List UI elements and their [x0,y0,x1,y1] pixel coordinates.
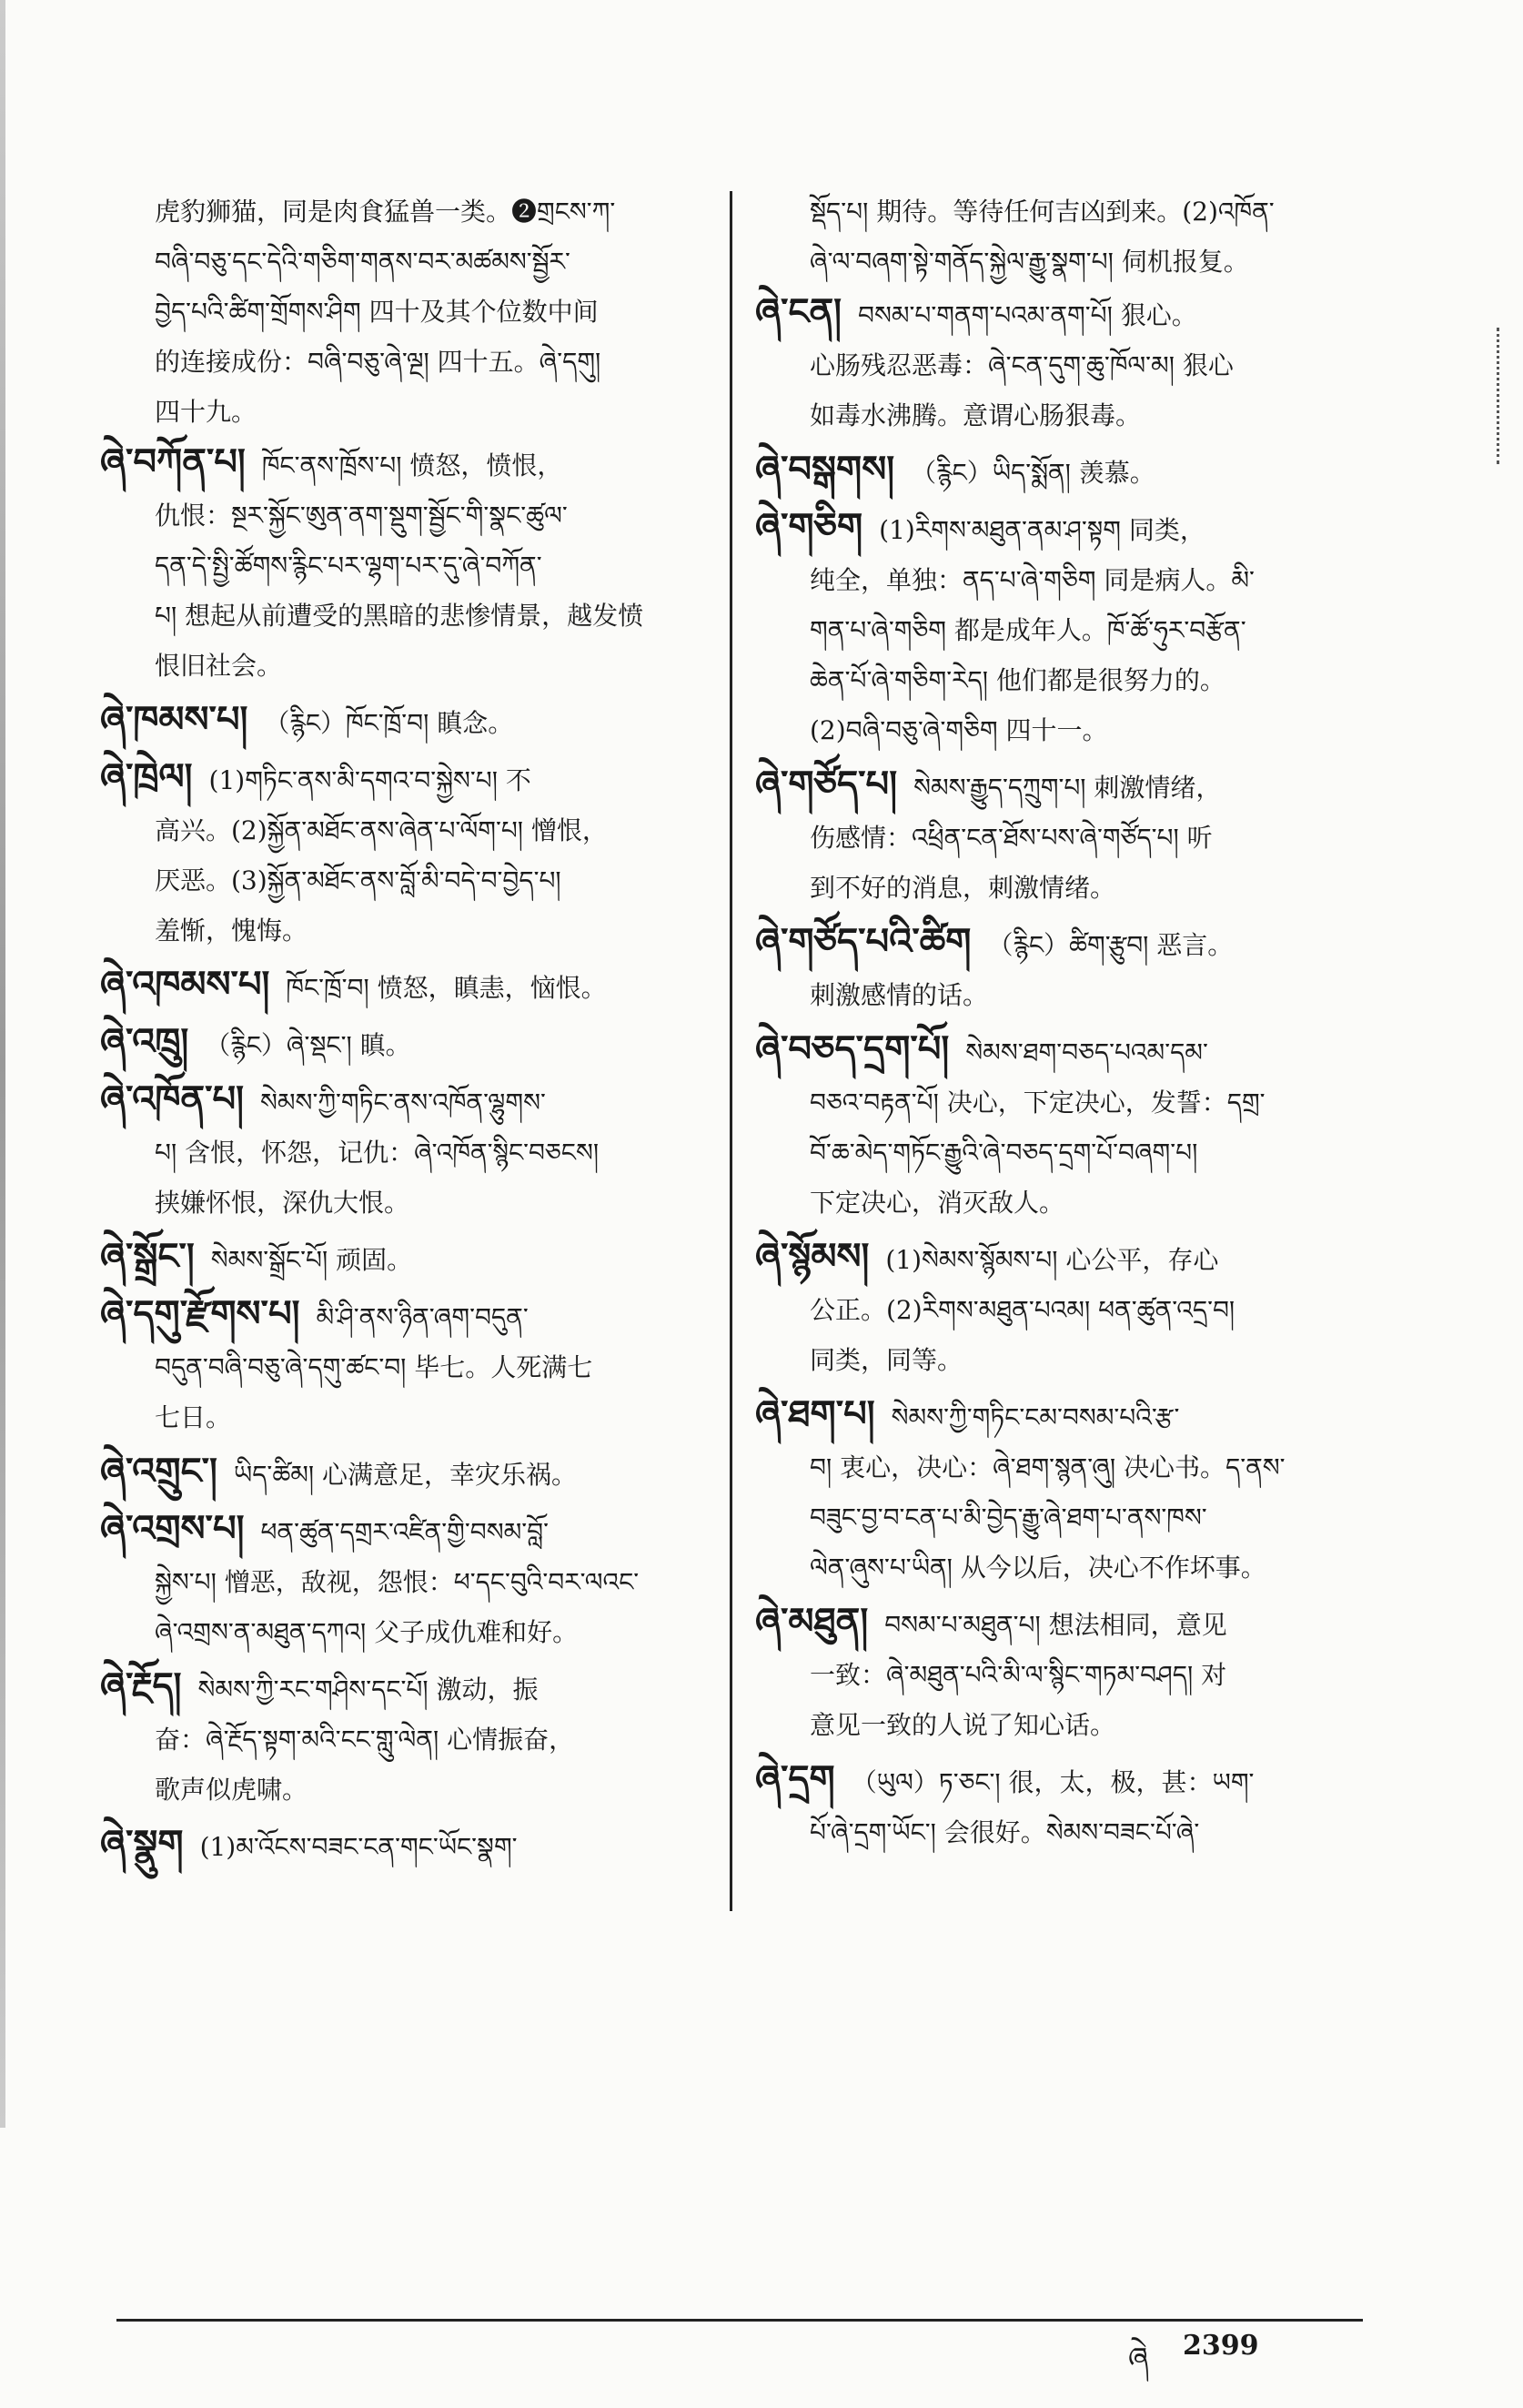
entry-definition: 七日。 [155,1402,232,1432]
dictionary-entry [100,959,691,1013]
dictionary-entry [755,916,1346,1020]
entry-definition: 如毒水沸腾。意谓心肠狠毒。 [810,400,1142,430]
entry-definition: པོ་ཞེ་དྲག་ཡོང་། 会很好。སེམས་བཟང་པོ་ཞེ་ [810,1817,1200,1847]
entry-definition: (1)གཏིང་ནས་མི་དགའ་བ་སྐྱེས་པ། 不 [208,765,531,795]
entry-definition: སེམས་རྒྱུད་དཀྲུག་པ། 刺激情绪， [913,773,1222,803]
entry-definition: གན་པ་ཞེ་གཅིག 都是成年人。ཁོ་ཚོ་ཧུར་བརྩོན་ [810,615,1246,645]
entry-definition: ཕན་ཚུན་དགྲར་འཛིན་གྱི་བསམ་བློ་ [260,1517,549,1547]
entry-definition: བོ་ཆ་མེད་གཏོང་རྒྱུའི་ཞེ་བཅད་དྲག་པོ་བཞག་པ། [810,1138,1198,1168]
entry-headword: ཞེ་འགྲུང་། [100,1450,217,1492]
column-divider [730,191,732,1911]
entry-definition: (1)རིགས་མཐུན་ནམ་ཤ་སྟག 同类， [879,515,1205,545]
entry-definition: 仇恨：སྔར་སྐྱོང་ཨུན་ནག་སྡུག་སྦྱོང་གི་སྣང་ཚུལ་ [155,501,568,531]
entry-definition: པ། 含恨，怀怨，记仇：ཞེ་འཁོན་སྙིང་བཅངས། [155,1138,600,1168]
entry-definition: ལེན་ཞུས་པ་ཡིན། 从今以后，决心不作坏事。 [810,1553,1266,1583]
entry-definition: （རྙིང）ཡིད་སྨོན། 羡慕。 [911,458,1155,488]
dictionary-entry [100,1289,691,1442]
entry-definition: པ། 想起从前遭受的黑暗的悲惨情景，越发愤 [155,601,644,631]
entry-headword: ཞེ་བསྒགས། [755,448,895,491]
dictionary-entry [755,1024,1346,1228]
entry-definition: (2)བཞི་བཅུ་ཞེ་གཅིག 四十一。 [810,715,1108,745]
entry-headword: ཞེ་འཁྲུ། [100,1020,189,1063]
dictionary-entry [755,1596,1346,1750]
entry-definition: 歌声似虎啸。 [155,1775,308,1805]
entry-definition: （རྙིང）ཚིག་རྩུབ། 恶言。 [987,930,1234,960]
intro-line: བཞི་བཅུ་དང་དེའི་གཅིག་གནས་བར་མཚམས་སྦྱོར་ [155,247,570,277]
entry-headword: ཞེ་རྔོད། [100,1664,182,1707]
entry-definition: 纯全，单独：ནད་པ་ཞེ་གཅིག 同是病人。མི་ [810,565,1255,595]
entry-definition: (1)སེམས་སྙོམས་པ། 心公平，存心 [885,1245,1219,1275]
entry-definition: 同类，同等。 [810,1345,963,1375]
entry-definition: སྐྱེས་པ། 憎恶，敌视，怨恨：ཕ་དང་བུའི་བར་ལའང་ [155,1567,640,1597]
entry-definition: 羞惭，愧悔。 [155,916,308,946]
entry-definition: 挟嫌怀恨，深仇大恨。 [155,1188,410,1218]
footer-section-letter: ཞེ [1128,2341,1149,2375]
dictionary-entry [100,1661,691,1815]
dictionary-entry [755,501,1346,755]
intro-line: བྱེད་པའི་ཚིག་གྲོགས་ཤིག 四十及其个位数中间 [155,297,599,327]
entry-definition: 意见一致的人说了知心话。 [810,1710,1116,1740]
entry-headword: ཞེ་འཁོན་པ། [100,1078,244,1120]
entry-headword: ཞེ་གཅིག [755,505,863,548]
dictionary-entry [755,1231,1346,1385]
dictionary-entry [755,759,1346,913]
entry-definition: དན་དེ་སྤྱི་ཚོགས་རྙིང་པར་ལྷག་པར་དུ་ཞེ་བཀོན་ [155,551,542,581]
scan-edge [0,0,5,2128]
entry-definition: 奋：ཞེ་རྔོད་སྟག་མའི་ངང་གླུ་ལེན། 心情振奋， [155,1725,575,1755]
entry-definition: སེམས་ཀྱི་གཏིང་ངམ་བསམ་པའི་རྩ་ [891,1402,1180,1432]
dictionary-entry [755,1754,1346,1857]
entry-definition: བསམ་པ་གནག་པའམ་ནག་པོ། 狠心。 [858,300,1197,330]
intro-line: 的连接成份：བཞི་བཅུ་ཞེ་ལྔ། 四十五。ཞེ་དགུ། [155,347,601,377]
entry-definition: སེམས་ཀྱི་གཏིང་ནས་འཁོན་ལྷུགས་ [260,1088,546,1118]
entry-headword: ཞེ་བཅད་དྲག་པོ། [755,1027,950,1070]
entry-headword: ཞེ་སྣུག [100,1822,184,1865]
entry-definition: སེམས་སྒྲོང་པོ། 顽固。 [210,1245,413,1275]
entry-definition: སེམས་ཐག་བཅད་པའམ་དམ་ [965,1037,1208,1067]
entry-definition: བཅའ་བརྟན་པོ། 决心，下定决心，发誓：དགྲ་ [810,1088,1266,1118]
left-column [100,187,691,1876]
entry-definition: 下定决心，消灭敌人。 [810,1188,1065,1218]
entry-definition: 伤感情：འཕྲིན་ངན་ཐོས་པས་ཞེ་གཙོད་པ། 听 [810,823,1213,853]
entry-headword: ཞེ་གཙོད་པའི་ཚིག [755,920,972,963]
entry-definition: ཡིད་ཚིམ། 心满意足，幸灾乐祸。 [233,1460,578,1490]
entry-definition: ཞེ་འགྲས་ན་མཐུན་དཀའ། 父子成仇难和好。 [155,1617,579,1647]
entry-headword: ཞེ་ཁམས་པ། [100,698,248,741]
dictionary-entry [100,1446,691,1500]
entry-headword: ཞེ་ཁྲེལ། [100,755,193,798]
intro-line: སྡོད་པ། 期待。等待任何吉凶到来。(2)འཁོན་ [810,197,1275,227]
entry-definition: བདུན་བཞི་བཅུ་ཞེ་དགུ་ཚང་བ། 毕七。人死满七 [155,1352,593,1382]
entry-headword: ཞེ་སྒྲོང་། [100,1235,195,1278]
dictionary-entry [755,1389,1346,1593]
page-number: 2399 [1183,2330,1259,2362]
entry-definition: མི་ཤི་ནས་ཉིན་ཞག་བདུན་ [316,1302,529,1332]
footer-rule [116,2319,1363,2322]
entry-definition: བཟུང་བྱ་བ་ངན་པ་མི་བྱེད་རྒྱུ་ཞེ་ཐག་པ་ནས་ཁས་ [810,1502,1207,1533]
entry-definition: （རྙིང）ཞེ་སྡང་། 瞋。 [205,1030,411,1060]
dictionary-entry [100,437,691,691]
dictionary-entry [100,1818,691,1872]
intro-line: 虎豹狮猫，同是肉食猛兽一类。❷གྲངས་ཀ་ [155,197,616,227]
entry-definition: བ། 衷心，决心：ཞེ་ཐག་སྙན་ཞུ། 决心书。ད་ནས་ [810,1452,1286,1482]
intro-line: 四十九。 [155,397,257,427]
entry-definition: (1)མ་འོངས་བཟང་ངན་གང་ཡོང་སྣག་ [199,1832,518,1862]
right-column [755,187,1346,1861]
entry-headword: ཞེ་གཙོད་པ། [755,763,898,805]
dictionary-entry [100,1231,691,1285]
entry-definition: ཁོང་ནས་ཁྲོས་པ། 愤怒，愤恨， [261,450,563,481]
entry-headword: ཞེ་སྙོམས། [755,1235,870,1278]
dictionary-entry [100,694,691,748]
entry-headword: ཞེ་བཀོན་པ། [100,440,246,483]
entry-headword: ཞེ་དྲག [755,1757,835,1800]
entry-definition: 高兴。(2)སྐྱོན་མཐོང་ནས་ཞེན་པ་ལོག་པ། 憎恨， [155,815,608,845]
entry-definition: 一致：ཞེ་མཐུན་པའི་མི་ལ་སྙིང་གཏམ་བཤད། 对 [810,1660,1227,1690]
entry-definition: （རྙིང）ཁོང་ཁྲོ་བ། 瞋念。 [264,708,514,738]
dictionary-entry [100,1017,691,1070]
dictionary-entry [755,444,1346,498]
dictionary-entry [100,752,691,956]
entry-headword: ཞེ་དགུ་རྫོགས་པ། [100,1292,300,1335]
intro-line: ཞེ་ལ་བཞག་སྟེ་གནོད་སྐྱེལ་རྒྱུ་སྣག་པ། 伺机报复。 [810,247,1249,277]
dictionary-entry [755,287,1346,440]
entry-headword: ཞེ་ཐག་པ། [755,1392,875,1435]
entry-definition: （ཡུལ）ཏ་ཅང་། 很，太，极，甚：ཡག་ [851,1767,1255,1797]
dictionary-entry [100,1074,691,1228]
entry-headword: ཞེ་མཐུན། [755,1600,869,1643]
entry-definition: བསམ་པ་མཐུན་པ། 想法相同，意见 [884,1610,1227,1640]
entry-definition: 刺激感情的话。 [810,980,989,1010]
entry-headword: ཞེ་འཁམས་པ། [100,963,270,1006]
margin-marks [1497,328,1505,464]
entry-definition: 厌恶。(3)སྐྱོན་མཐོང་ནས་བློ་མི་བདེ་བ་བྱེད་པ། [155,865,561,895]
entry-headword: ཞེ་ངན། [755,290,842,333]
entry-definition: 心肠残忍恶毒：ཞེ་ངན་དུག་ཆུ་ཁོལ་མ། 狠心 [810,350,1234,380]
entry-definition: 到不好的消息，刺激情绪。 [810,873,1116,903]
entry-headword: ཞེ་འགྲས་པ། [100,1507,245,1550]
entry-definition: 公正。(2)རིགས་མཐུན་པའམ། ཕན་ཚུན་འདྲ་བ། [810,1295,1236,1325]
entry-definition: ཆེན་པོ་ཞེ་གཅིག་རེད། 他们都是很努力的。 [810,665,1225,695]
entry-definition: ཁོང་ཁྲོ་བ། 愤怒，瞋恚，恼恨。 [286,973,607,1003]
dictionary-entry [100,1503,691,1657]
entry-definition: 恨旧社会。 [155,651,283,681]
entry-definition: སེམས་ཀྱི་རང་གཤིས་དང་པོ། 激动，振 [197,1674,539,1705]
